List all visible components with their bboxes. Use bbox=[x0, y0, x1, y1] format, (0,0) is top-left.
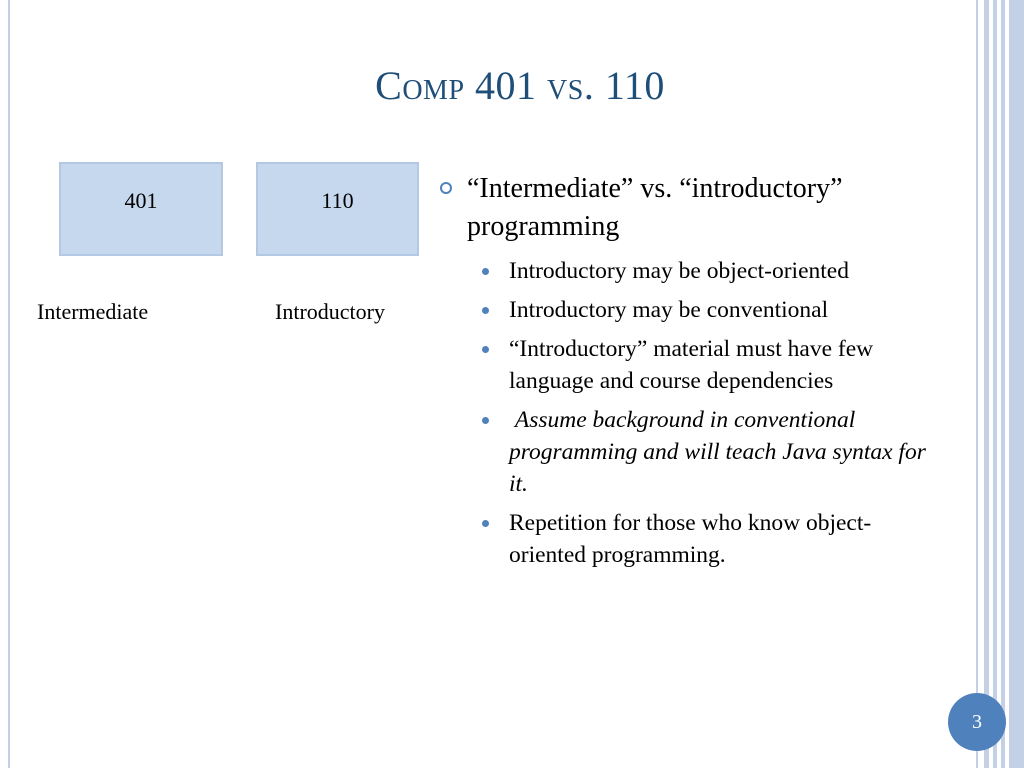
dot-bullet-icon bbox=[482, 268, 489, 275]
left-border-line bbox=[8, 0, 10, 768]
right-stripe-3 bbox=[993, 0, 997, 768]
box-401 bbox=[59, 162, 223, 256]
sub-bullet bbox=[438, 294, 939, 326]
sub-bullet bbox=[438, 507, 939, 571]
sub-bullet-text: Introductory may be conventional bbox=[509, 297, 829, 323]
page-number-badge bbox=[948, 693, 1006, 751]
sub-bullet bbox=[438, 404, 939, 500]
main-bullet bbox=[438, 170, 958, 246]
right-stripe-1 bbox=[976, 0, 978, 768]
box-110 bbox=[256, 162, 419, 256]
sub-bullet-text: Repetition for those who know object-oriented programming. bbox=[509, 510, 872, 568]
right-stripe-5 bbox=[1009, 0, 1024, 768]
caption-intermediate: Intermediate bbox=[37, 299, 149, 324]
slide-title: Comp 401 vs. 110 bbox=[375, 63, 665, 108]
hollow-circle-bullet-icon bbox=[440, 182, 452, 194]
dot-bullet-icon bbox=[482, 346, 489, 353]
page-number: 3 bbox=[972, 710, 982, 733]
sub-bullet bbox=[438, 255, 939, 287]
box-110-label: 110 bbox=[321, 188, 354, 213]
dot-bullet-icon bbox=[482, 520, 489, 527]
right-stripe-4 bbox=[1001, 0, 1005, 768]
sub-bullet-text-italic: Assume background in conventional programming and will teach Java syntax for it. bbox=[509, 407, 932, 497]
dot-bullet-icon bbox=[482, 417, 489, 424]
bullet-list bbox=[438, 170, 958, 578]
main-bullet-text: “Intermediate” vs. “introductory” programming bbox=[467, 173, 843, 242]
sub-bullet-list bbox=[438, 255, 958, 571]
caption-introductory: Introductory bbox=[275, 299, 385, 324]
sub-bullet-text: Introductory may be object-oriented bbox=[509, 258, 849, 284]
box-401-label: 401 bbox=[124, 188, 158, 213]
right-stripe-2 bbox=[984, 0, 989, 768]
dot-bullet-icon bbox=[482, 307, 489, 314]
sub-bullet bbox=[438, 333, 939, 397]
sub-bullet-text: “Introductory” material must have few language and course dependencies bbox=[509, 336, 874, 394]
